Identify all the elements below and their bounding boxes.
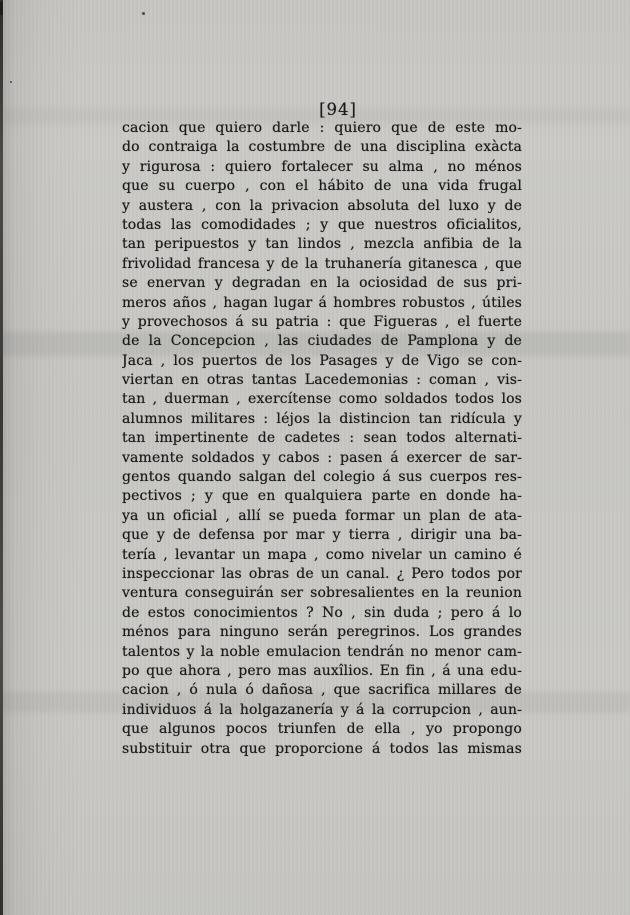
text-line: ya un oficial , allí se pueda formar un plan de ata-	[122, 507, 522, 524]
text-line: viertan en otras tantas Lacedemonias : coman , vis-	[122, 372, 522, 389]
text-line: cacion , ó nula ó dañosa , que sacrifica millares de	[122, 682, 522, 699]
text-line: tería , levantar un mapa , como nivelar un camino é	[122, 546, 522, 563]
text-line: de estos conocimientos ? No , sin duda ; pero á lo	[122, 604, 522, 621]
text-line: y rigurosa : quiero fortalecer su alma , no ménos	[122, 158, 522, 175]
ink-speck	[0, 2, 3, 15]
text-line: de la Concepcion , las ciudades de Pamplona y de	[122, 333, 522, 350]
text-line: talentos y la noble emulacion tendrán no menor cam-	[122, 643, 522, 660]
text-line: tan , duerman , exercítense como soldados todos los	[122, 391, 522, 408]
ink-speck	[142, 12, 145, 15]
text-line: cacion que quiero darle : quiero que de este mo-	[122, 120, 522, 136]
text-line: que y de defensa por mar y tierra , dirigir una ba-	[122, 527, 522, 544]
text-line: Jaca , los puertos de los Pasages y de Vigo se con-	[122, 352, 522, 369]
text-line: que su cuerpo , con el hábito de una vida frugal	[122, 178, 522, 195]
body-text	[122, 119, 522, 759]
text-line: todas las comodidades ; y que nuestros oficialitos,	[122, 216, 522, 233]
text-line: tan impertinente de cadetes : sean todos alternati-	[122, 430, 522, 447]
text-line: y austera , con la privacion absoluta del luxo y de	[122, 197, 522, 214]
scan-left-edge-shadow	[0, 0, 3, 915]
text-line: do contraiga la costumbre de una disciplina exàcta	[122, 139, 522, 156]
text-line: individuos á la holgazanería y á la corrupcion , aun-	[122, 701, 522, 718]
text-line: alumnos militares : léjos la distincion tan ridícula y	[122, 410, 522, 427]
text-line: ventura conseguirán ser sobresalientes en la reunion	[122, 585, 522, 602]
text-line: gentos quando salgan del colegio á sus cuerpos res-	[122, 469, 522, 486]
text-line: vamente soldados y cabos : pasen á exercer de sar-	[122, 449, 522, 466]
text-line: y provechosos á su patria : que Figueras , el fuerte	[122, 313, 522, 330]
text-line: frivolidad francesa y de la truhanería gitanesca , que	[122, 255, 522, 272]
page-number: [94]	[319, 100, 357, 119]
text-line: pectivos ; y que en qualquiera parte en donde ha-	[122, 488, 522, 505]
text-line: inspeccionar las obras de un canal. ¿ Pero todos por	[122, 565, 522, 582]
text-line: po que ahora , pero mas auxîlios. En fin , á una edu-	[122, 662, 522, 679]
text-line: se enervan y degradan en la ociosidad de sus pri-	[122, 275, 522, 292]
text-line: ménos para ninguno serán peregrinos. Los grandes	[122, 624, 522, 641]
text-line: substituir otra que proporcione á todos las mismas	[122, 740, 522, 757]
text-line: meros años , hagan lugar á hombres robustos , útiles	[122, 294, 522, 311]
text-line: tan peripuestos y tan lindos , mezcla anfibia de la	[122, 236, 522, 253]
text-line: que algunos pocos triunfen de ella , yo propongo	[122, 721, 522, 738]
ink-speck	[10, 81, 12, 83]
